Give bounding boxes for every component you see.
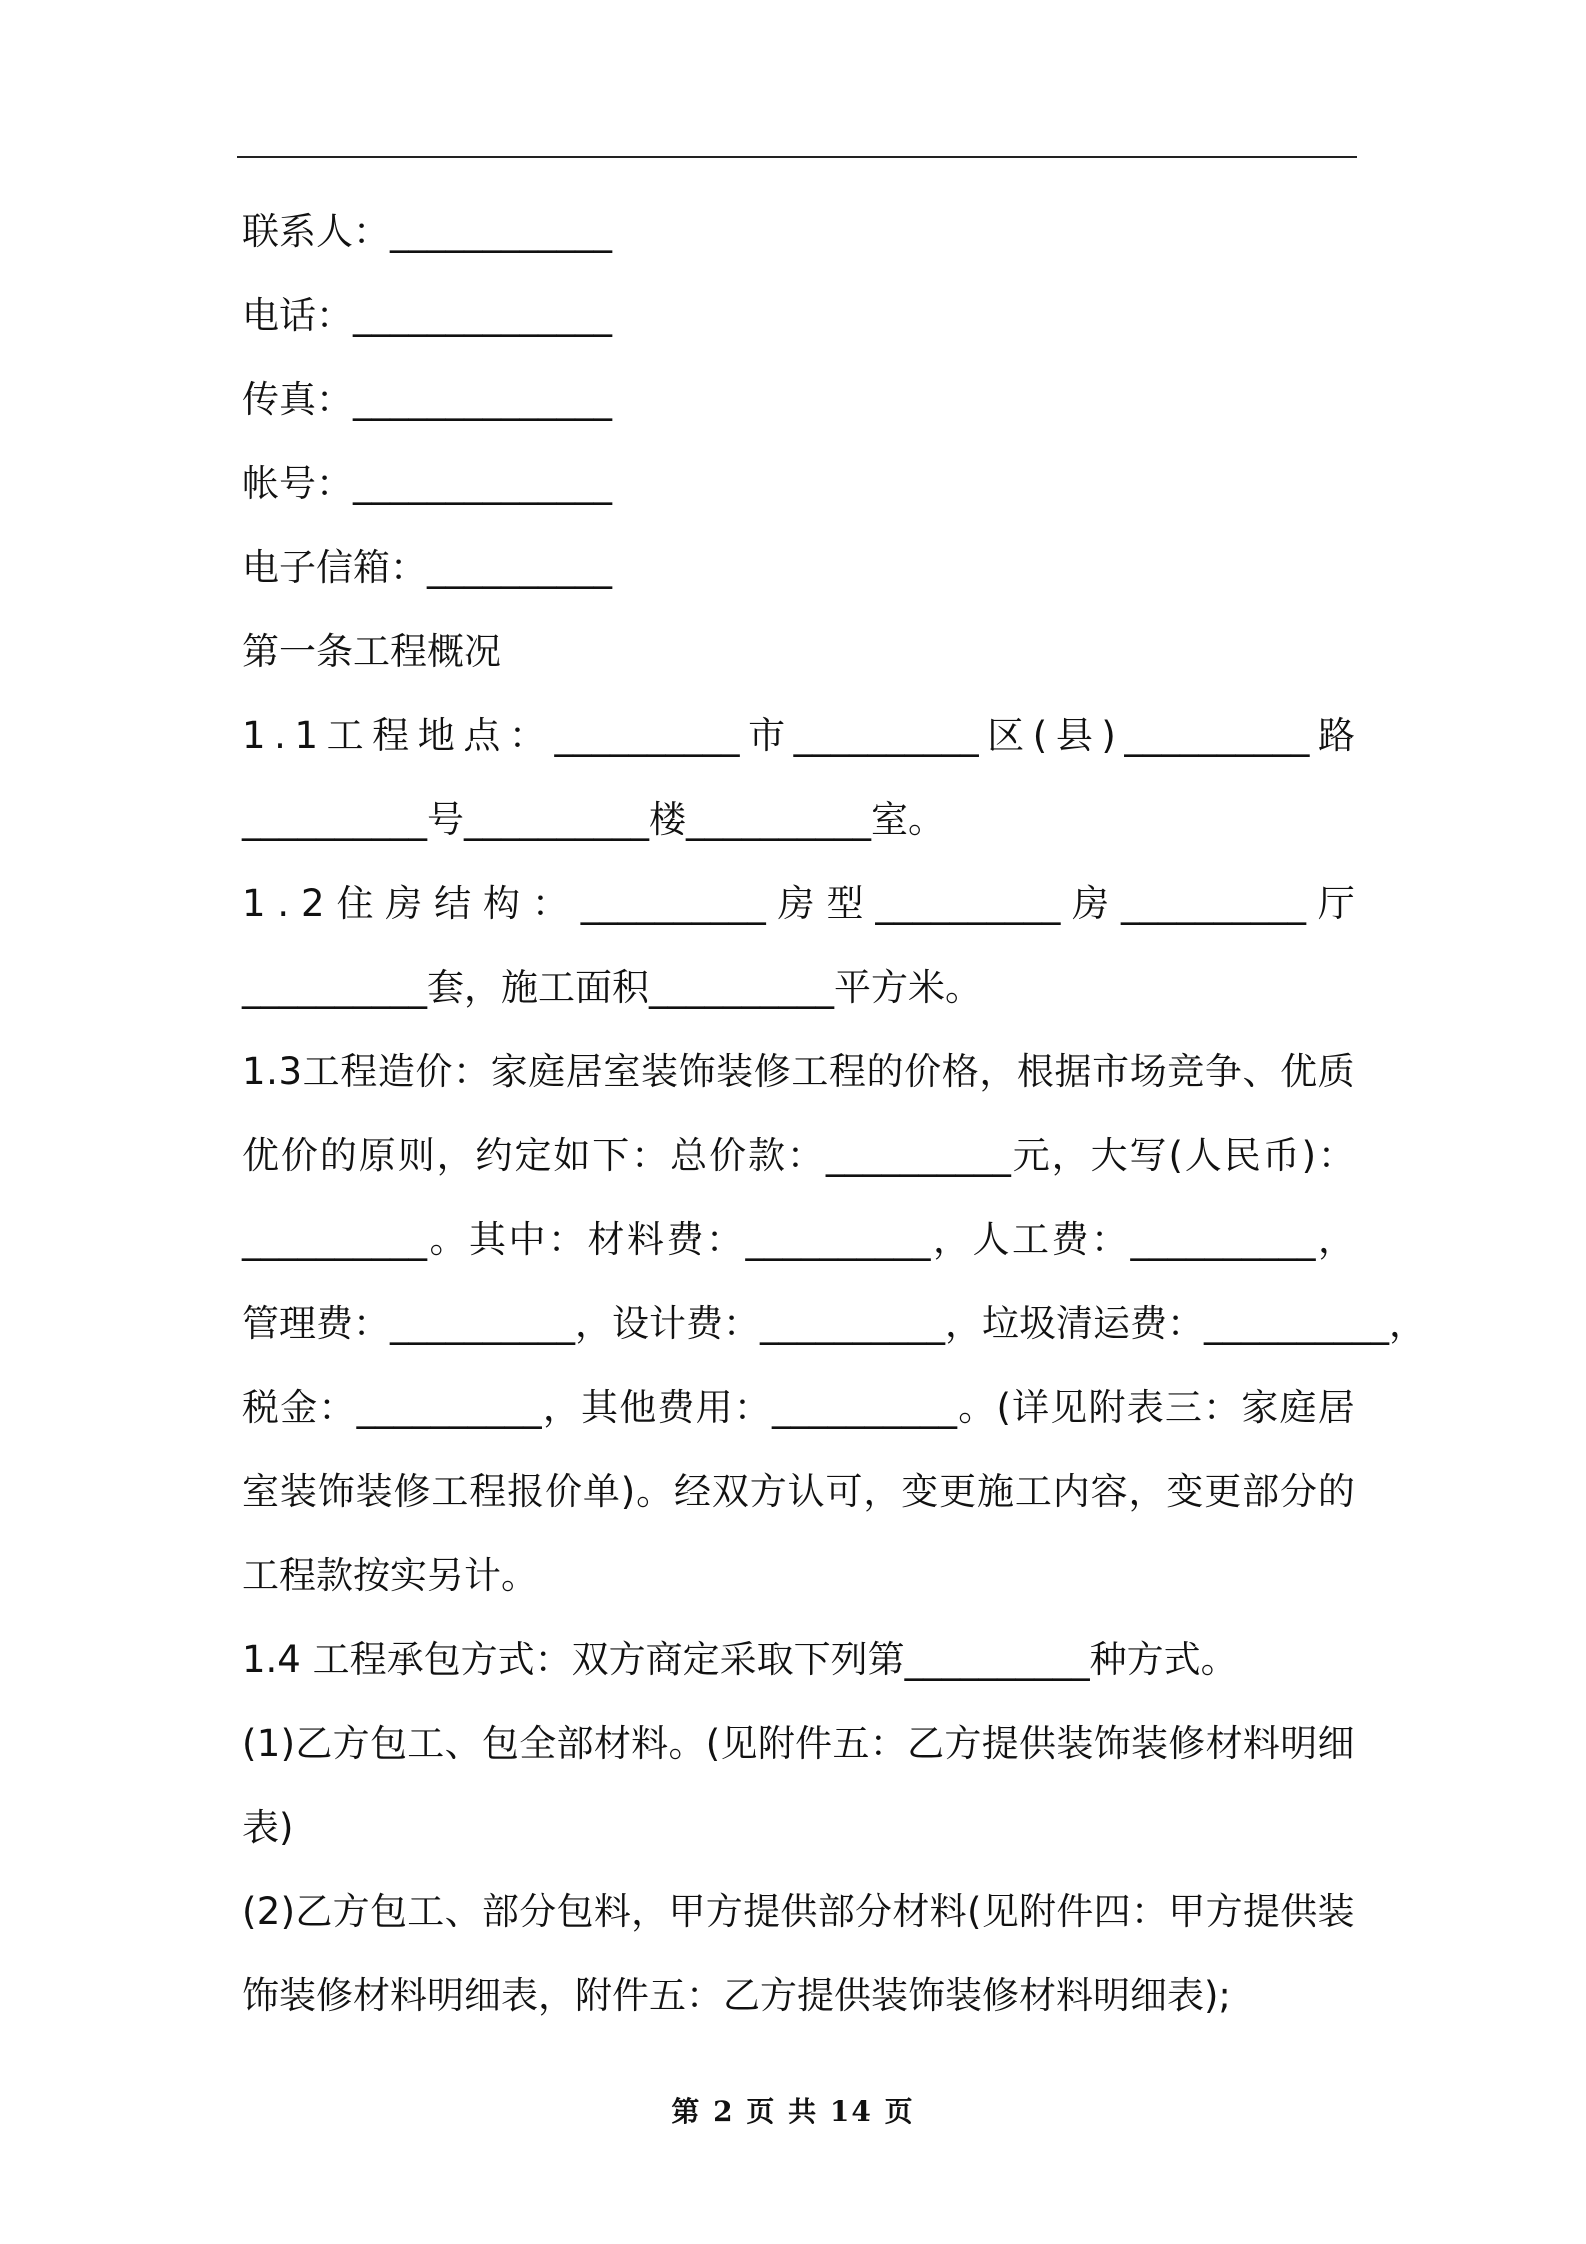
text-run: 五 <box>832 1722 870 1765</box>
text-run: 甲 <box>668 1890 706 1933</box>
text-run: 更 <box>939 1470 977 1513</box>
text-run: __________ <box>793 714 979 757</box>
text-run: 修 <box>393 1470 431 1513</box>
text-run: ， <box>1389 1302 1426 1345</box>
text-run: 区 <box>987 714 1025 757</box>
phone-line: 电话：______________ <box>242 294 612 337</box>
text-run: 工 <box>1012 1218 1049 1261</box>
text-run: 清 <box>1056 1302 1093 1345</box>
text-run: 费 <box>666 1218 704 1261</box>
text-run: . <box>277 882 290 925</box>
clause-1-1-line-2: __________号__________楼__________室。 <box>242 798 945 841</box>
text-run: 设 <box>612 1302 649 1345</box>
option-2-line-1 <box>242 1870 1355 1954</box>
text-run: ： <box>508 714 546 757</box>
text-run: 2 <box>301 882 325 925</box>
text-run: ： <box>453 1050 491 1093</box>
text-run: 元 <box>1012 1134 1050 1177</box>
text-run: 税 <box>242 1386 279 1429</box>
text-run: 约 <box>475 1134 513 1177</box>
text-run: ， <box>1318 1218 1355 1261</box>
text-run: 程 <box>828 1050 866 1093</box>
text-run: 部 <box>1242 1470 1280 1513</box>
text-run: 、 <box>444 1890 482 1933</box>
text-run: 单 <box>582 1470 620 1513</box>
text-run: 见 <box>1050 1386 1088 1429</box>
text-run: 部 <box>817 1890 855 1933</box>
text-run: ( <box>1168 1134 1183 1177</box>
text-run: 内 <box>1052 1470 1090 1513</box>
clause-1-2-line-1 <box>242 862 1355 946</box>
text-run: 点 <box>463 714 501 757</box>
text-run: 房 <box>1072 882 1110 925</box>
text-run: 饰 <box>317 1470 355 1513</box>
text-run: ( <box>242 1722 257 1765</box>
text-run: 修 <box>1168 1722 1206 1765</box>
text-run: 其 <box>469 1218 506 1261</box>
text-run: 房 <box>385 882 423 925</box>
clause-1-3-line-2 <box>242 1114 1355 1198</box>
text-run: 工 <box>326 714 364 757</box>
text-run: ： <box>1203 1386 1241 1429</box>
text-run: 装 <box>1317 1890 1355 1933</box>
fax-line: 传真：______________ <box>242 378 612 421</box>
text-run: __________ <box>1204 1302 1389 1345</box>
clause-1-3-line-7: 工程款按实另计。 <box>242 1554 538 1597</box>
text-run: __________ <box>580 882 766 925</box>
text-run: 部 <box>481 1890 519 1933</box>
text-run: 如 <box>553 1134 591 1177</box>
text-run: 全 <box>519 1722 557 1765</box>
text-run: 2 <box>256 1890 281 1933</box>
text-run: 价 <box>280 1134 318 1177</box>
text-run: 乙 <box>295 1890 333 1933</box>
clause-1-4-line-1: 1.4 工程承包方式：双方商定采取下列第__________种方式。 <box>242 1638 1238 1681</box>
text-run: 包 <box>556 1890 594 1933</box>
text-run: 工 <box>302 1050 340 1093</box>
text-run: 县 <box>1055 714 1093 757</box>
text-run: 经 <box>673 1470 711 1513</box>
option-1-line-1 <box>242 1702 1355 1786</box>
text-run: 、 <box>1242 1050 1280 1093</box>
text-run: 的 <box>866 1050 904 1093</box>
text-run: 厅 <box>1317 882 1355 925</box>
text-run: 理 <box>279 1302 316 1345</box>
text-run: 附 <box>757 1722 795 1765</box>
text-run: 质 <box>1317 1050 1355 1093</box>
text-run: ( <box>242 1890 257 1933</box>
text-run: 装 <box>1130 1722 1168 1765</box>
text-run: 饰 <box>678 1050 716 1093</box>
text-run: 装 <box>1056 1722 1094 1765</box>
text-run: 供 <box>1280 1890 1318 1933</box>
text-run: ： <box>1167 1302 1204 1345</box>
clause-1-3-line-3 <box>242 1198 1355 1282</box>
text-run: 更 <box>1204 1470 1242 1513</box>
page-number-footer: 第 2 页 共 14 页 <box>671 2095 915 2128</box>
header-rule <box>237 156 1357 158</box>
text-run: 居 <box>565 1050 603 1093</box>
text-run: __________ <box>745 1218 931 1261</box>
text-run: 造 <box>377 1050 415 1093</box>
text-run: 包 <box>369 1890 407 1933</box>
clause-1-1-line-1 <box>242 694 1355 778</box>
text-run: ( <box>996 1386 1011 1429</box>
text-run: 。 <box>668 1722 706 1765</box>
text-run: ： <box>631 1134 669 1177</box>
text-run: ： <box>869 1722 907 1765</box>
text-run: 1 <box>242 714 266 757</box>
text-run: 管 <box>242 1302 279 1345</box>
text-run: 路 <box>1317 714 1355 757</box>
text-run: 料 <box>627 1218 664 1261</box>
text-run: 1 <box>256 1722 281 1765</box>
text-run: 住 <box>336 882 374 925</box>
text-run: 双 <box>711 1470 749 1513</box>
text-run: ， <box>542 1386 580 1429</box>
text-run: ( <box>705 1722 721 1765</box>
text-run: 的 <box>319 1134 357 1177</box>
text-run: 他 <box>619 1386 657 1429</box>
text-run: 细 <box>1317 1722 1355 1765</box>
text-run: 垃 <box>982 1302 1019 1345</box>
text-run: 材 <box>593 1722 631 1765</box>
text-run: 工 <box>1014 1470 1052 1513</box>
text-run: ： <box>353 1302 390 1345</box>
text-run: 原 <box>358 1134 396 1177</box>
text-run: 计 <box>649 1302 686 1345</box>
text-run: 金 <box>280 1386 318 1429</box>
text-run: 乙 <box>907 1722 945 1765</box>
text-run: 人 <box>1184 1134 1222 1177</box>
text-run: 提 <box>743 1890 781 1933</box>
text-run: 提 <box>981 1722 1019 1765</box>
text-run: __________ <box>772 1386 958 1429</box>
text-run: 方 <box>944 1722 982 1765</box>
text-run: 甲 <box>1168 1890 1206 1933</box>
text-run: ( <box>1032 714 1048 757</box>
text-run: 的 <box>1317 1470 1355 1513</box>
text-run: 饰 <box>1093 1722 1131 1765</box>
text-run: 用 <box>695 1386 733 1429</box>
text-run: 格 <box>941 1050 979 1093</box>
email-line: 电子信箱：__________ <box>242 546 612 589</box>
text-run: 争 <box>1204 1050 1242 1093</box>
text-run: 料 <box>929 1890 967 1933</box>
text-run: __________ <box>1130 1218 1316 1261</box>
text-run: 总 <box>670 1134 708 1177</box>
text-run: 1 <box>294 714 319 757</box>
text-run: ， <box>1051 1134 1089 1177</box>
text-run: 场 <box>1129 1050 1167 1093</box>
text-run: . <box>266 1050 278 1093</box>
text-run: 价 <box>904 1050 942 1093</box>
text-run: __________ <box>356 1386 542 1429</box>
text-run: 费 <box>1051 1218 1089 1261</box>
text-run: 方 <box>749 1470 787 1513</box>
text-run: 中 <box>508 1218 546 1261</box>
text-run: 工 <box>407 1722 445 1765</box>
contact-person-line: 联系人：____________ <box>242 210 612 253</box>
text-run: 1 <box>242 882 266 925</box>
text-run: 材 <box>892 1890 930 1933</box>
text-run: . <box>274 714 286 757</box>
text-run: ， <box>933 1218 970 1261</box>
text-run: ： <box>531 882 569 925</box>
text-run: 价 <box>415 1050 453 1093</box>
text-run: 部 <box>556 1722 594 1765</box>
text-run: 可 <box>825 1470 863 1513</box>
text-run: ， <box>863 1470 901 1513</box>
clause-1-3-line-4 <box>242 1282 1426 1366</box>
text-run: ， <box>1128 1470 1166 1513</box>
option-2-line-2: 饰装修材料明细表，附件五：乙方提供装饰装修材料明细表); <box>242 1974 1231 2017</box>
text-run: 币 <box>1262 1134 1300 1177</box>
text-run: __________ <box>875 882 1061 925</box>
text-run: 程 <box>469 1470 507 1513</box>
text-run: ： <box>1130 1890 1168 1933</box>
text-run: 变 <box>901 1470 939 1513</box>
text-run: 。 <box>636 1470 674 1513</box>
clause-1-3-line-5 <box>242 1366 1355 1450</box>
text-run: ： <box>786 1134 824 1177</box>
account-line: 帐号：______________ <box>242 462 612 505</box>
clause-1-2-line-2: __________套，施工面积__________平方米。 <box>242 966 982 1009</box>
text-run: ， <box>945 1302 982 1345</box>
text-run: 。 <box>958 1386 996 1429</box>
text-run: 料 <box>1242 1722 1280 1765</box>
text-run: ： <box>723 1302 760 1345</box>
text-run: 根 <box>1016 1050 1054 1093</box>
text-run: 供 <box>780 1890 818 1933</box>
text-run: __________ <box>554 714 740 757</box>
text-run: 工 <box>791 1050 829 1093</box>
text-run: 定 <box>514 1134 552 1177</box>
text-run: 结 <box>434 882 472 925</box>
text-run: 包 <box>369 1722 407 1765</box>
text-run: 装 <box>355 1470 393 1513</box>
text-run: 优 <box>1280 1050 1318 1093</box>
text-run: 附 <box>1019 1890 1057 1933</box>
contract-body <box>242 190 1426 2038</box>
text-run: 提 <box>1242 1890 1280 1933</box>
text-run: 表 <box>1126 1386 1164 1429</box>
text-run: 容 <box>1090 1470 1128 1513</box>
text-run: 1 <box>242 1050 266 1093</box>
text-run: 3 <box>278 1050 303 1093</box>
text-run: __________ <box>760 1302 945 1345</box>
text-run: ， <box>979 1050 1017 1093</box>
text-run: 型 <box>826 882 864 925</box>
text-run: 市 <box>748 714 786 757</box>
text-run: 费 <box>316 1302 353 1345</box>
text-run: 庭 <box>1279 1386 1317 1429</box>
text-run: 报 <box>507 1470 545 1513</box>
text-run: 竞 <box>1167 1050 1205 1093</box>
option-1-line-2: 表) <box>242 1806 294 1849</box>
text-run: 优 <box>242 1134 279 1177</box>
text-run: ， <box>631 1890 669 1933</box>
text-run: 工 <box>407 1890 445 1933</box>
text-run: 庭 <box>528 1050 566 1093</box>
text-run: 家 <box>1241 1386 1279 1429</box>
text-run: 方 <box>1205 1890 1243 1933</box>
text-run: 分 <box>855 1890 893 1933</box>
text-run: 装 <box>716 1050 754 1093</box>
text-run: ： <box>1091 1218 1128 1261</box>
text-run: ， <box>436 1134 474 1177</box>
text-run: 明 <box>1280 1722 1318 1765</box>
text-run: 下 <box>592 1134 630 1177</box>
text-run: 方 <box>332 1722 370 1765</box>
text-run: 见 <box>720 1722 758 1765</box>
text-run: 市 <box>1092 1050 1130 1093</box>
text-run: __________ <box>242 1218 427 1261</box>
text-run: 费 <box>686 1302 723 1345</box>
text-run: 写 <box>1129 1134 1167 1177</box>
text-run: ： <box>318 1386 356 1429</box>
text-run: 则 <box>397 1134 435 1177</box>
text-run: 。 <box>429 1218 467 1261</box>
text-run: ： <box>548 1218 585 1261</box>
text-run: 民 <box>1223 1134 1261 1177</box>
text-run: 家 <box>490 1050 528 1093</box>
text-run: ) <box>280 1722 296 1765</box>
text-run: 件 <box>1056 1890 1094 1933</box>
text-run: 方 <box>332 1890 370 1933</box>
text-run: 件 <box>795 1722 833 1765</box>
text-run: 材 <box>1205 1722 1243 1765</box>
text-run: ( <box>966 1890 982 1933</box>
text-run: 据 <box>1054 1050 1092 1093</box>
text-run: 三 <box>1164 1386 1202 1429</box>
text-run: 材 <box>587 1218 625 1261</box>
text-run: ： <box>1317 1134 1355 1177</box>
text-run: 施 <box>976 1470 1014 1513</box>
text-run: ， <box>575 1302 612 1345</box>
text-run: 费 <box>1130 1302 1167 1345</box>
text-run: 变 <box>1166 1470 1204 1513</box>
text-run: ) <box>1301 1134 1316 1177</box>
text-run: 分 <box>519 1890 557 1933</box>
text-run: 价 <box>709 1134 747 1177</box>
text-run: 室 <box>242 1470 279 1513</box>
text-run: 其 <box>581 1386 619 1429</box>
text-run: 价 <box>545 1470 582 1513</box>
text-run: 房 <box>777 882 815 925</box>
text-run: 供 <box>1019 1722 1057 1765</box>
text-run: 详 <box>1012 1386 1050 1429</box>
text-run: 附 <box>1088 1386 1126 1429</box>
text-run: 大 <box>1090 1134 1128 1177</box>
text-run: 构 <box>483 882 521 925</box>
text-run: 包 <box>481 1722 519 1765</box>
text-run: 见 <box>981 1890 1019 1933</box>
text-run: 料 <box>593 1890 631 1933</box>
text-run: 室 <box>603 1050 641 1093</box>
text-run: 装 <box>279 1470 317 1513</box>
text-run: 圾 <box>1019 1302 1056 1345</box>
text-run: ) <box>280 1890 296 1933</box>
clause-1-3-line-6 <box>242 1450 1355 1534</box>
text-run: 程 <box>340 1050 378 1093</box>
text-run: 工 <box>431 1470 469 1513</box>
text-run: 程 <box>372 714 410 757</box>
text-run: __________ <box>1121 882 1307 925</box>
text-run: 、 <box>444 1722 482 1765</box>
text-run: 费 <box>657 1386 695 1429</box>
text-run: 分 <box>1279 1470 1317 1513</box>
article-1-heading: 第一条工程概况 <box>242 630 501 673</box>
text-run: 运 <box>1093 1302 1130 1345</box>
clause-1-3-line-1 <box>242 1030 1355 1114</box>
text-run: 人 <box>972 1218 1010 1261</box>
text-run: 方 <box>705 1890 743 1933</box>
text-run: ： <box>733 1386 771 1429</box>
text-run: ) <box>1101 714 1116 757</box>
text-run: __________ <box>825 1134 1011 1177</box>
text-run: ： <box>706 1218 743 1261</box>
text-run: 料 <box>631 1722 669 1765</box>
text-run: ) <box>620 1470 636 1513</box>
text-run: __________ <box>1124 714 1310 757</box>
text-run: 认 <box>787 1470 825 1513</box>
text-run: 款 <box>747 1134 785 1177</box>
text-run: 装 <box>640 1050 678 1093</box>
text-run: __________ <box>390 1302 575 1345</box>
text-run: 四 <box>1093 1890 1131 1933</box>
text-run: 乙 <box>295 1722 333 1765</box>
text-run: 居 <box>1317 1386 1355 1429</box>
text-run: 地 <box>417 714 455 757</box>
text-run: 修 <box>753 1050 791 1093</box>
